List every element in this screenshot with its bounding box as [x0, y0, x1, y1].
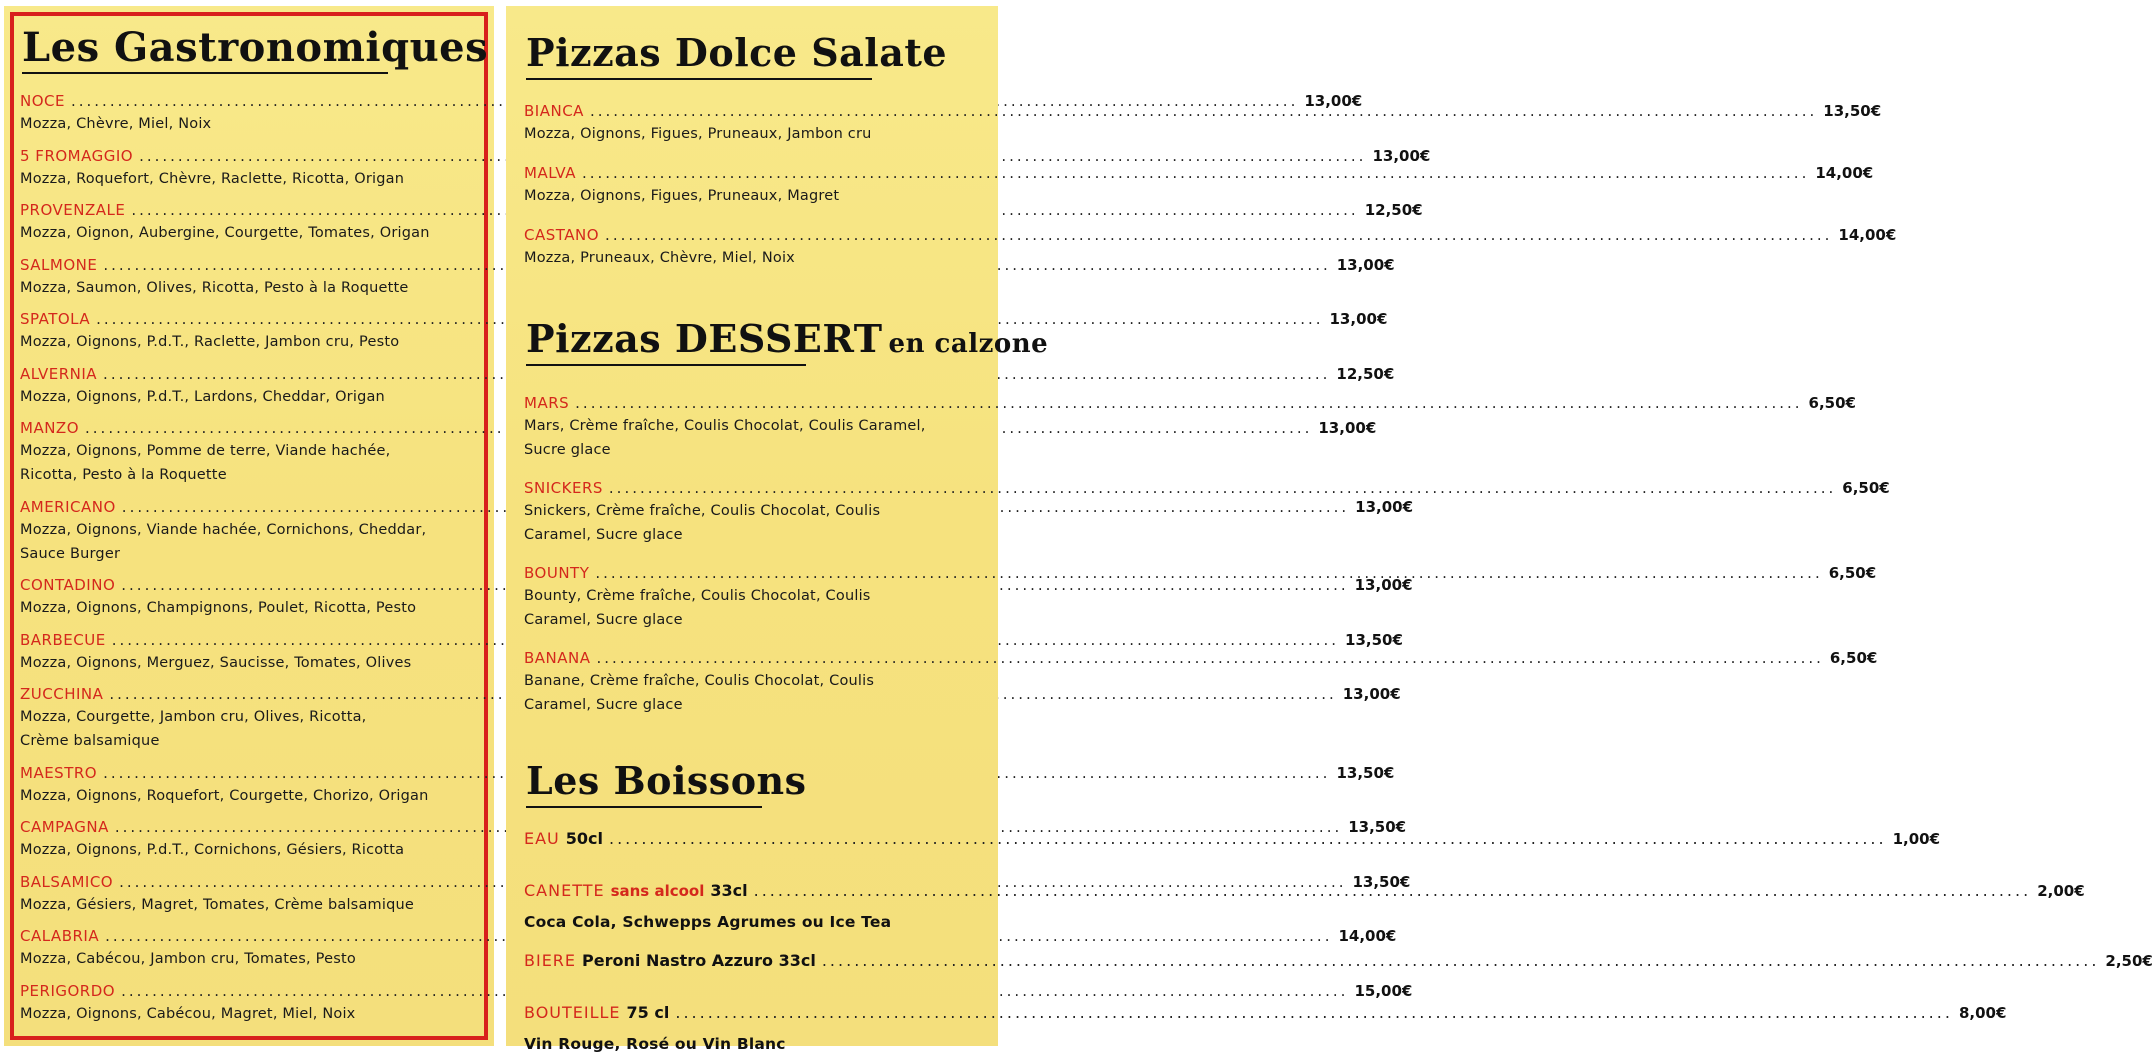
menu-item-header [20, 145, 1431, 167]
menu-item-price: 6,50€ [1829, 649, 1878, 667]
menu-item-description: Mozza, Oignons, Figues, Pruneaux, Jambon cru [524, 126, 872, 142]
drink-name: BOUTEILLE [524, 1003, 621, 1022]
menu-item-header [20, 816, 1407, 838]
dot-leader [675, 1002, 1953, 1024]
menu-item-price: 15,00€ [1354, 981, 1413, 1000]
menu-item-name: BARBECUE [20, 630, 106, 649]
dessert-title [526, 316, 1048, 361]
menu-item [524, 162, 1874, 208]
menu-item-description: Mozza, Gésiers, Magret, Tomates, Crème balsamique [20, 896, 414, 913]
menu-item-header [524, 392, 1856, 414]
menu-item-name: CAMPAGNA [20, 818, 109, 836]
menu-item-name: MANZO [20, 419, 80, 437]
drink-item-header [524, 828, 1941, 850]
menu-item-description: Sauce Burger [20, 545, 121, 562]
menu-item-description: Mozza, Oignons, Roquefort, Courgette, Chorizo, Origan [20, 787, 429, 804]
menu-item-header [20, 762, 1395, 784]
menu-item-name: CASTANO [524, 226, 600, 244]
menu-item-price: 13,00€ [1372, 146, 1431, 165]
dot-leader [595, 562, 1822, 584]
title-underline [22, 72, 388, 74]
menu-item-price: 14,00€ [1338, 927, 1397, 945]
drink-size: Peroni Nastro Azzuro 33cl [582, 951, 816, 970]
drink-description: Vin Rouge, Rosé ou Vin Blanc [524, 1035, 786, 1053]
menu-item-price: 13,00€ [1336, 255, 1395, 274]
drink-price: 2,50€ [2105, 952, 2153, 970]
menu-item-header [524, 562, 1877, 584]
menu-item-header [20, 925, 1397, 947]
dot-leader [605, 224, 1832, 246]
menu-item-name: SALMONE [20, 255, 98, 274]
menu-item-price: 13,00€ [1355, 497, 1414, 516]
menu-item-description: Mozza, Oignons, Cabécou, Magret, Miel, Noix [20, 1005, 356, 1022]
menu-item-name: PROVENZALE [20, 201, 126, 219]
menu-item-description: Mozza, Chèvre, Miel, Noix [20, 116, 212, 132]
menu-item-price: 13,50€ [1345, 630, 1403, 649]
menu-item-price: 6,50€ [1828, 564, 1877, 582]
menu-item-description: Crème balsamique [20, 733, 160, 749]
dot-leader [575, 392, 1802, 414]
menu-item-price: 13,00€ [1318, 419, 1377, 437]
menu-item-description: Mozza, Saumon, Olives, Ricotta, Pesto à la Roquette [20, 279, 409, 296]
title-underline [526, 78, 872, 80]
menu-item-price: 13,50€ [1823, 102, 1882, 120]
dot-leader [609, 828, 1887, 850]
menu-item-price: 6,50€ [1842, 479, 1890, 497]
menu-item-header [20, 308, 1388, 330]
dot-leader [597, 647, 1824, 669]
menu-item-description: Mozza, Courgette, Jambon cru, Olives, Ricotta, [20, 709, 367, 725]
menu-item-price: 13,50€ [1336, 763, 1395, 782]
dot-leader [582, 162, 1809, 184]
menu-item-description: Mars, Crème fraîche, Coulis Chocolat, Coulis Caramel, [524, 418, 926, 434]
title-underline [526, 364, 806, 366]
drink-price: 2,00€ [2037, 882, 2085, 900]
menu-item-description: Mozza, Oignons, Viande hachée, Cornichons, Cheddar, [20, 521, 427, 538]
menu-item-description: Mozza, Oignon, Aubergine, Courgette, Tomates, Origan [20, 225, 430, 241]
drink-item [524, 950, 2153, 972]
drink-price: 8,00€ [1958, 1004, 2007, 1022]
menu-item-price: 13,50€ [1352, 872, 1411, 891]
drink-description: Coca Cola, Schwepps Agrumes ou Ice Tea [524, 913, 892, 931]
menu-item-description: Mozza, Oignons, Champignons, Poulet, Ricotta, Pesto [20, 600, 417, 616]
menu-item-description: Mozza, Oignons, Pomme de terre, Viande hachée, [20, 443, 391, 459]
dot-leader [754, 880, 2032, 902]
menu-item-price: 12,50€ [1336, 364, 1395, 383]
menu-item-header [524, 647, 1878, 669]
menu-item-name: BANANA [524, 649, 591, 667]
drink-size: 75 cl [626, 1003, 670, 1022]
menu-item-name: 5 FROMAGGIO [20, 146, 134, 165]
menu-item-name: AMERICANO [20, 497, 116, 516]
dot-leader [822, 950, 2100, 972]
menu-item-name: NOCE [20, 92, 65, 110]
menu-item-description: Mozza, Oignons, Merguez, Saucisse, Tomates, Olives [20, 654, 412, 671]
menu-item-name: BIANCA [524, 102, 584, 120]
menu-item-header [524, 162, 1874, 184]
menu-item-description: Mozza, Oignons, P.d.T., Cornichons, Gésiers, Ricotta [20, 842, 405, 858]
menu-item-description: Caramel, Sucre glace [524, 527, 683, 543]
menu-item-name: BALSAMICO [20, 872, 114, 891]
dot-leader [590, 100, 1817, 122]
menu-item-name: MARS [524, 394, 570, 412]
menu-item-header [20, 629, 1403, 651]
dessert-title-main: Pizzas DESSERT [526, 316, 883, 361]
drink-item-header [524, 950, 2153, 972]
title-underline [526, 806, 762, 808]
menu-item-header [20, 980, 1413, 1002]
menu-item-description: Mozza, Oignons, P.d.T., Raclette, Jambon cru, Pesto [20, 334, 400, 350]
drink-item [524, 1002, 2007, 1056]
menu-item-name: ALVERNIA [20, 364, 98, 383]
dolce-salate-title: Pizzas Dolce Salate [526, 30, 948, 75]
drink-item-header [524, 1002, 2007, 1024]
menu-item-price: 12,50€ [1364, 201, 1423, 219]
menu-item-description: Mozza, Oignons, Figues, Pruneaux, Magret [524, 188, 840, 204]
boissons-title: Les Boissons [526, 758, 807, 803]
menu-item-description: Mozza, Roquefort, Chèvre, Raclette, Ricotta, Origan [20, 170, 405, 187]
menu-item-description: Mozza, Oignons, P.d.T., Lardons, Cheddar, Origan [20, 388, 385, 405]
menu-item-price: 13,00€ [1342, 685, 1401, 703]
menu-item-description: Caramel, Sucre glace [524, 612, 683, 628]
menu-item-name: ZUCCHINA [20, 685, 104, 703]
menu-item-price: 14,00€ [1815, 164, 1874, 182]
menu-item-name: SNICKERS [524, 479, 603, 497]
drink-name: BIERE [524, 951, 577, 970]
menu-item-description: Mozza, Pruneaux, Chèvre, Miel, Noix [524, 250, 795, 266]
menu-item-header [20, 363, 1395, 385]
drink-subtitle: sans alcool [610, 882, 705, 900]
menu-item-header [524, 477, 1890, 499]
dot-leader [609, 477, 1836, 499]
gastronomiques-title: Les Gastronomiques [22, 24, 489, 71]
drink-size: 33cl [710, 881, 748, 900]
menu-item-header [20, 199, 1423, 221]
menu-item-description: Bounty, Crème fraîche, Coulis Chocolat, Coulis [524, 588, 871, 604]
menu-item-name: BOUNTY [524, 564, 590, 582]
menu-item-description: Ricotta, Pesto à la Roquette [20, 467, 227, 483]
menu-item-price: 14,00€ [1838, 226, 1897, 244]
menu-item-price: 13,50€ [1348, 818, 1407, 836]
menu-item-description: Mozza, Cabécou, Jambon cru, Tomates, Pesto [20, 951, 356, 967]
menu-item-price: 13,00€ [1354, 576, 1413, 594]
menu-item-name: SPATOLA [20, 310, 91, 328]
drink-item [524, 828, 1941, 850]
drink-name: CANETTE [524, 881, 605, 900]
dessert-title-suffix: en calzone [888, 329, 1049, 359]
drink-price: 1,00€ [1892, 830, 1941, 848]
menu-item-name: CALABRIA [20, 927, 100, 945]
menu-item-name: PERIGORDO [20, 981, 116, 1000]
menu-item-description: Banane, Crème fraîche, Coulis Chocolat, Coulis [524, 673, 875, 689]
menu-item-name: CONTADINO [20, 576, 116, 594]
menu-item-description: Sucre glace [524, 442, 611, 458]
menu-item-price: 6,50€ [1808, 394, 1856, 412]
menu-item-price: 13,00€ [1329, 310, 1388, 328]
drink-size: 50cl [565, 829, 603, 848]
menu-item-description: Snickers, Crème fraîche, Coulis Chocolat, Coulis [524, 503, 881, 519]
menu-item-name: MAESTRO [20, 763, 98, 782]
menu-item-name: MALVA [524, 164, 576, 182]
drink-name: EAU [524, 829, 560, 848]
menu-item-description: Caramel, Sucre glace [524, 697, 683, 713]
menu-item-header [524, 224, 1897, 246]
menu-item-price: 13,00€ [1304, 92, 1363, 110]
